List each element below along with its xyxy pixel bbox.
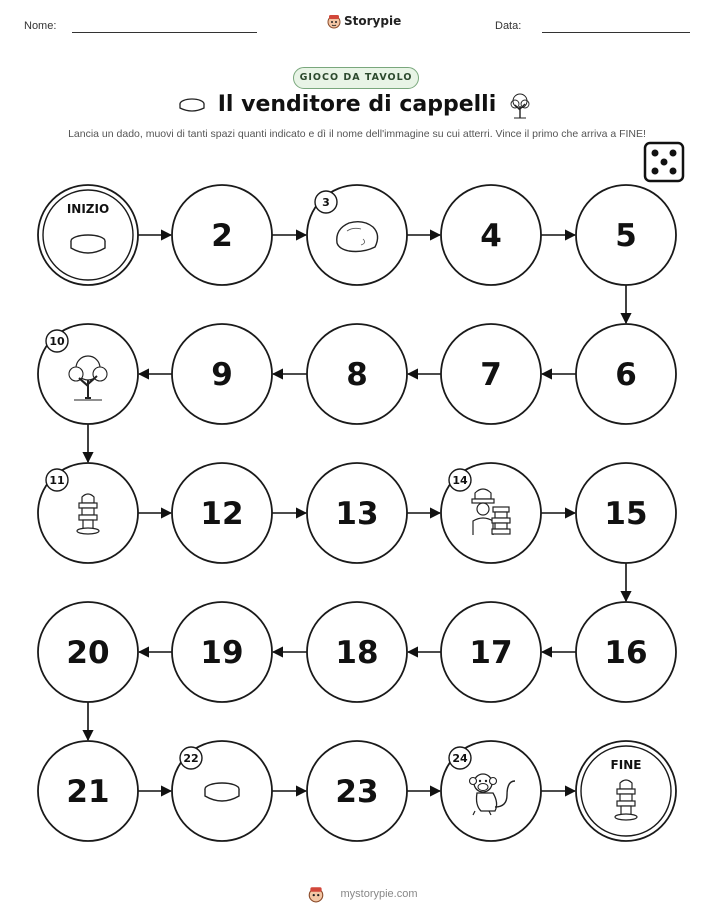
board-cell-24	[441, 741, 541, 841]
board-cell-8	[307, 324, 407, 424]
cell-number: 16	[604, 635, 648, 671]
board-cell-21	[38, 741, 138, 841]
board-cell-7	[441, 324, 541, 424]
hat-icon	[71, 235, 105, 253]
board-cell-2	[172, 185, 272, 285]
cell-number: 17	[469, 635, 513, 671]
cell-number-badge: 14	[452, 474, 468, 487]
board-cell-4	[441, 185, 541, 285]
cell-number-badge: 3	[322, 196, 330, 209]
cell-number: 15	[604, 496, 648, 532]
cell-number: 9	[211, 357, 233, 393]
end-label: FINE	[610, 758, 642, 772]
cell-number-badge: 22	[183, 752, 199, 765]
footer-url: mystorypie.com	[340, 888, 418, 900]
board-cell-13	[307, 463, 407, 563]
cell-number: 2	[211, 218, 233, 254]
board-cell-23	[307, 741, 407, 841]
rock-icon	[337, 222, 378, 252]
cell-number: 20	[66, 635, 110, 671]
board-cell-10	[38, 324, 138, 424]
board-cell-14	[441, 463, 541, 563]
board-cell-3	[307, 185, 407, 285]
cell-number: 12	[200, 496, 244, 532]
cell-number: 6	[615, 357, 637, 393]
board-cell-start	[38, 185, 138, 285]
board-cell-20	[38, 602, 138, 702]
cell-number: 23	[335, 774, 379, 810]
cell-number: 5	[615, 218, 637, 254]
name-label: Nome:	[24, 20, 57, 32]
board-cell-5	[576, 185, 676, 285]
board-cell-16	[576, 602, 676, 702]
board-cell-end	[576, 741, 676, 841]
start-label: INIZIO	[66, 202, 110, 216]
board-cell-6	[576, 324, 676, 424]
board-cell-22	[172, 741, 272, 841]
cell-number-badge: 10	[49, 335, 65, 348]
cell-number: 19	[200, 635, 244, 671]
cell-number: 4	[480, 218, 502, 254]
board-cell-15	[576, 463, 676, 563]
board-cell-19	[172, 602, 272, 702]
cell-number: 8	[346, 357, 368, 393]
brand-name: Storypie	[344, 14, 402, 28]
instructions: Lancia un dado, muovi di tanti spazi quanti indicato e dì il nome dell'immagine su cui atterri. Vince il primo che arriva a FINE!	[68, 128, 646, 140]
board-cell-12	[172, 463, 272, 563]
hat-icon	[205, 783, 239, 801]
page-title: Il venditore di cappelli	[217, 92, 497, 117]
cell-number-badge: 24	[452, 752, 468, 765]
cell-number: 7	[480, 357, 502, 393]
cell-number-badge: 11	[49, 474, 65, 487]
cell-number: 13	[335, 496, 379, 532]
game-type-badge: GIOCO DA TAVOLO	[293, 67, 419, 89]
board-cell-9	[172, 324, 272, 424]
cell-number: 21	[66, 774, 110, 810]
board-cell-11	[38, 463, 138, 563]
board-cell-18	[307, 602, 407, 702]
date-label: Data:	[495, 20, 522, 32]
board-cell-17	[441, 602, 541, 702]
cell-number: 18	[335, 635, 379, 671]
